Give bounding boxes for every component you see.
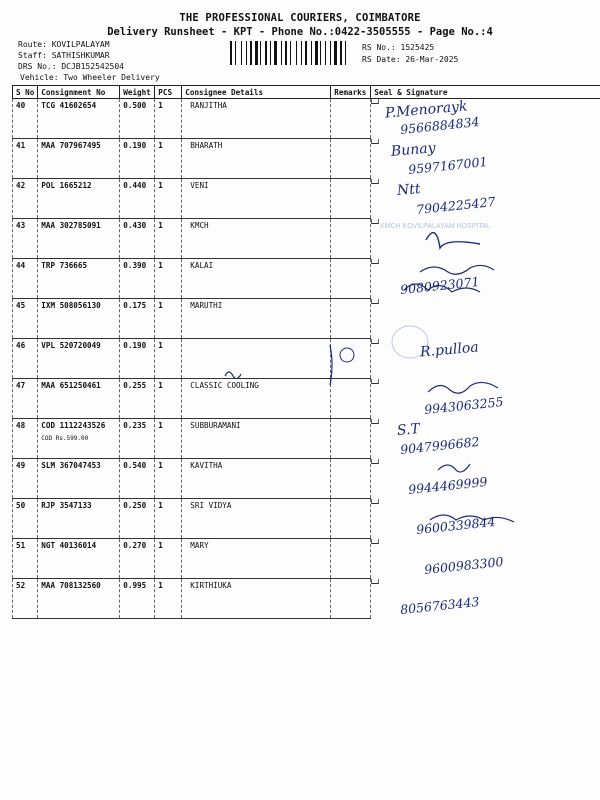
row-weight-text: 0.270 bbox=[123, 541, 147, 550]
row-pcs-text: 1 bbox=[158, 141, 163, 150]
row-sno-text: 46 bbox=[16, 341, 26, 350]
row-consignment-text: SLM 367047453 bbox=[41, 461, 101, 470]
col-consignment: Consignment No bbox=[38, 86, 120, 99]
row-weight-text: 0.190 bbox=[123, 141, 147, 150]
row-weight-text: 0.250 bbox=[123, 501, 147, 510]
signature-phone: 8056763443 bbox=[399, 593, 481, 618]
row-weight-text: 0.390 bbox=[123, 261, 147, 270]
route-field: Route: KOVILPALAYAM bbox=[18, 40, 110, 49]
signature-name: Ntt bbox=[396, 181, 422, 199]
row-weight-text: 0.190 bbox=[123, 341, 147, 350]
row-consignee-text: MARY bbox=[190, 541, 209, 550]
hospital-stamp: KMCH KOVILPALAYAM HOSPITAL bbox=[380, 223, 491, 230]
row-consignee-text: VENI bbox=[190, 181, 209, 190]
row-consignment-text: NGT 40136014 bbox=[41, 541, 97, 550]
row-consignee-text: KMCH bbox=[190, 221, 209, 230]
row-pcs-text: 1 bbox=[158, 381, 163, 390]
row-consignment-text: IXM 508056130 bbox=[41, 301, 101, 310]
row-consignment-text: RJP 3547133 bbox=[41, 501, 92, 510]
row-sno-text: 42 bbox=[16, 181, 26, 190]
row-weight-text: 0.255 bbox=[123, 381, 147, 390]
row-consignment-text: MAA 707967495 bbox=[41, 141, 101, 150]
drs-field: DRS No.: DCJB152542504 bbox=[18, 62, 124, 71]
row-pcs-text: 1 bbox=[158, 261, 163, 270]
row-sno-text: 40 bbox=[16, 101, 26, 110]
row-pcs-text: 1 bbox=[158, 461, 163, 470]
row-pcs-text: 1 bbox=[158, 221, 163, 230]
row-pcs-text: 1 bbox=[158, 301, 163, 310]
signature-phone: 9600339844 bbox=[415, 513, 497, 538]
cod-amount: COD Rs.599.00 bbox=[41, 435, 89, 442]
row-consignee-text: KALAI bbox=[190, 261, 214, 270]
row-weight-text: 0.175 bbox=[123, 301, 147, 310]
row-sno-text: 48 bbox=[16, 421, 26, 430]
row-sno-text: 41 bbox=[16, 141, 26, 150]
row-pcs-text: 1 bbox=[158, 101, 163, 110]
signature-phone: 9566884834 bbox=[399, 113, 481, 138]
row-weight-text: 0.235 bbox=[123, 421, 147, 430]
row-consignee-text: CLASSIC COOLING bbox=[190, 381, 259, 390]
row-weight-text: 0.430 bbox=[123, 221, 147, 230]
row-sno-text: 51 bbox=[16, 541, 26, 550]
signature-name: P.Menorayk bbox=[384, 98, 469, 122]
row-sno-text: 50 bbox=[16, 501, 26, 510]
row-pcs-text: 1 bbox=[158, 581, 163, 590]
row-consignment-text: MAA 302785091 bbox=[41, 221, 101, 230]
row-pcs-text: 1 bbox=[158, 341, 163, 350]
row-sno-text: 47 bbox=[16, 381, 26, 390]
row-consignee-text: SUBBURAMANI bbox=[190, 421, 241, 430]
row-consignee-text: KIRTHIUKA bbox=[190, 581, 232, 590]
signature-phone: 9080923071 bbox=[399, 273, 481, 298]
col-sno: S No bbox=[13, 86, 38, 99]
row-sno-text: 44 bbox=[16, 261, 26, 270]
row-pcs-text: 1 bbox=[158, 541, 163, 550]
row-weight-text: 0.995 bbox=[123, 581, 147, 590]
row-sno-text: 45 bbox=[16, 301, 26, 310]
row-weight-text: 0.500 bbox=[123, 101, 147, 110]
row-consignment-text: POL 1665212 bbox=[41, 181, 92, 190]
row-consignment-text: MAA 651250461 bbox=[41, 381, 101, 390]
signature-name: R.pulloa bbox=[419, 339, 480, 361]
signature-name: Bunay bbox=[390, 140, 437, 160]
row-sno-text: 43 bbox=[16, 221, 26, 230]
row-consignment-text: TRP 736665 bbox=[41, 261, 88, 270]
signature-phone: 9600983300 bbox=[423, 553, 505, 578]
row-pcs-text: 1 bbox=[158, 421, 163, 430]
row-weight-text: 0.440 bbox=[123, 181, 147, 190]
row-sno-text: 52 bbox=[16, 581, 26, 590]
row-sno-text: 49 bbox=[16, 461, 26, 470]
vehicle-field: Vehicle: Two Wheeler Delivery bbox=[20, 73, 160, 82]
rs-date: RS Date: 26-Mar-2025 bbox=[362, 55, 459, 64]
col-consignee: Consignee Details bbox=[182, 86, 331, 99]
col-signature: Seal & Signature bbox=[371, 86, 600, 99]
col-weight: Weight bbox=[120, 86, 155, 99]
row-weight-text: 0.540 bbox=[123, 461, 147, 470]
signature-phone: 9944469999 bbox=[407, 473, 489, 498]
row-consignment-text: TCG 41602654 bbox=[41, 101, 97, 110]
row-consignment-text: MAA 708132560 bbox=[41, 581, 101, 590]
signature-phone: 9597167001 bbox=[407, 153, 489, 178]
row-consignment-text: VPL 520720049 bbox=[41, 341, 101, 350]
signature-phone: 7904225427 bbox=[415, 193, 497, 218]
signature-phone: 9047996682 bbox=[399, 433, 481, 458]
row-consignee-text: SRI VIDYA bbox=[190, 501, 232, 510]
signature-phone: 9943063255 bbox=[423, 393, 505, 418]
row-consignee-text: BHARATH bbox=[190, 141, 223, 150]
row-pcs-text: 1 bbox=[158, 181, 163, 190]
row-consignment-text: COD 1112243526 bbox=[41, 421, 106, 430]
rs-number: RS No.: 1525425 bbox=[362, 43, 435, 52]
row-consignee-text: KAVITHA bbox=[190, 461, 223, 470]
col-remarks: Remarks bbox=[331, 86, 371, 99]
signature-name: S.T bbox=[396, 421, 421, 439]
row-consignee-text: MARUTHI bbox=[190, 301, 223, 310]
company-title: THE PROFESSIONAL COURIERS, COIMBATORE bbox=[179, 12, 421, 24]
row-consignee-text: RANJITHA bbox=[190, 101, 227, 110]
row-pcs-text: 1 bbox=[158, 501, 163, 510]
col-pcs: PCS bbox=[155, 86, 182, 99]
runsheet-title: Delivery Runsheet - KPT - Phone No.:0422-3505555 - Page No.:4 bbox=[107, 26, 493, 38]
staff-field: Staff: SATHISHKUMAR bbox=[18, 51, 110, 60]
